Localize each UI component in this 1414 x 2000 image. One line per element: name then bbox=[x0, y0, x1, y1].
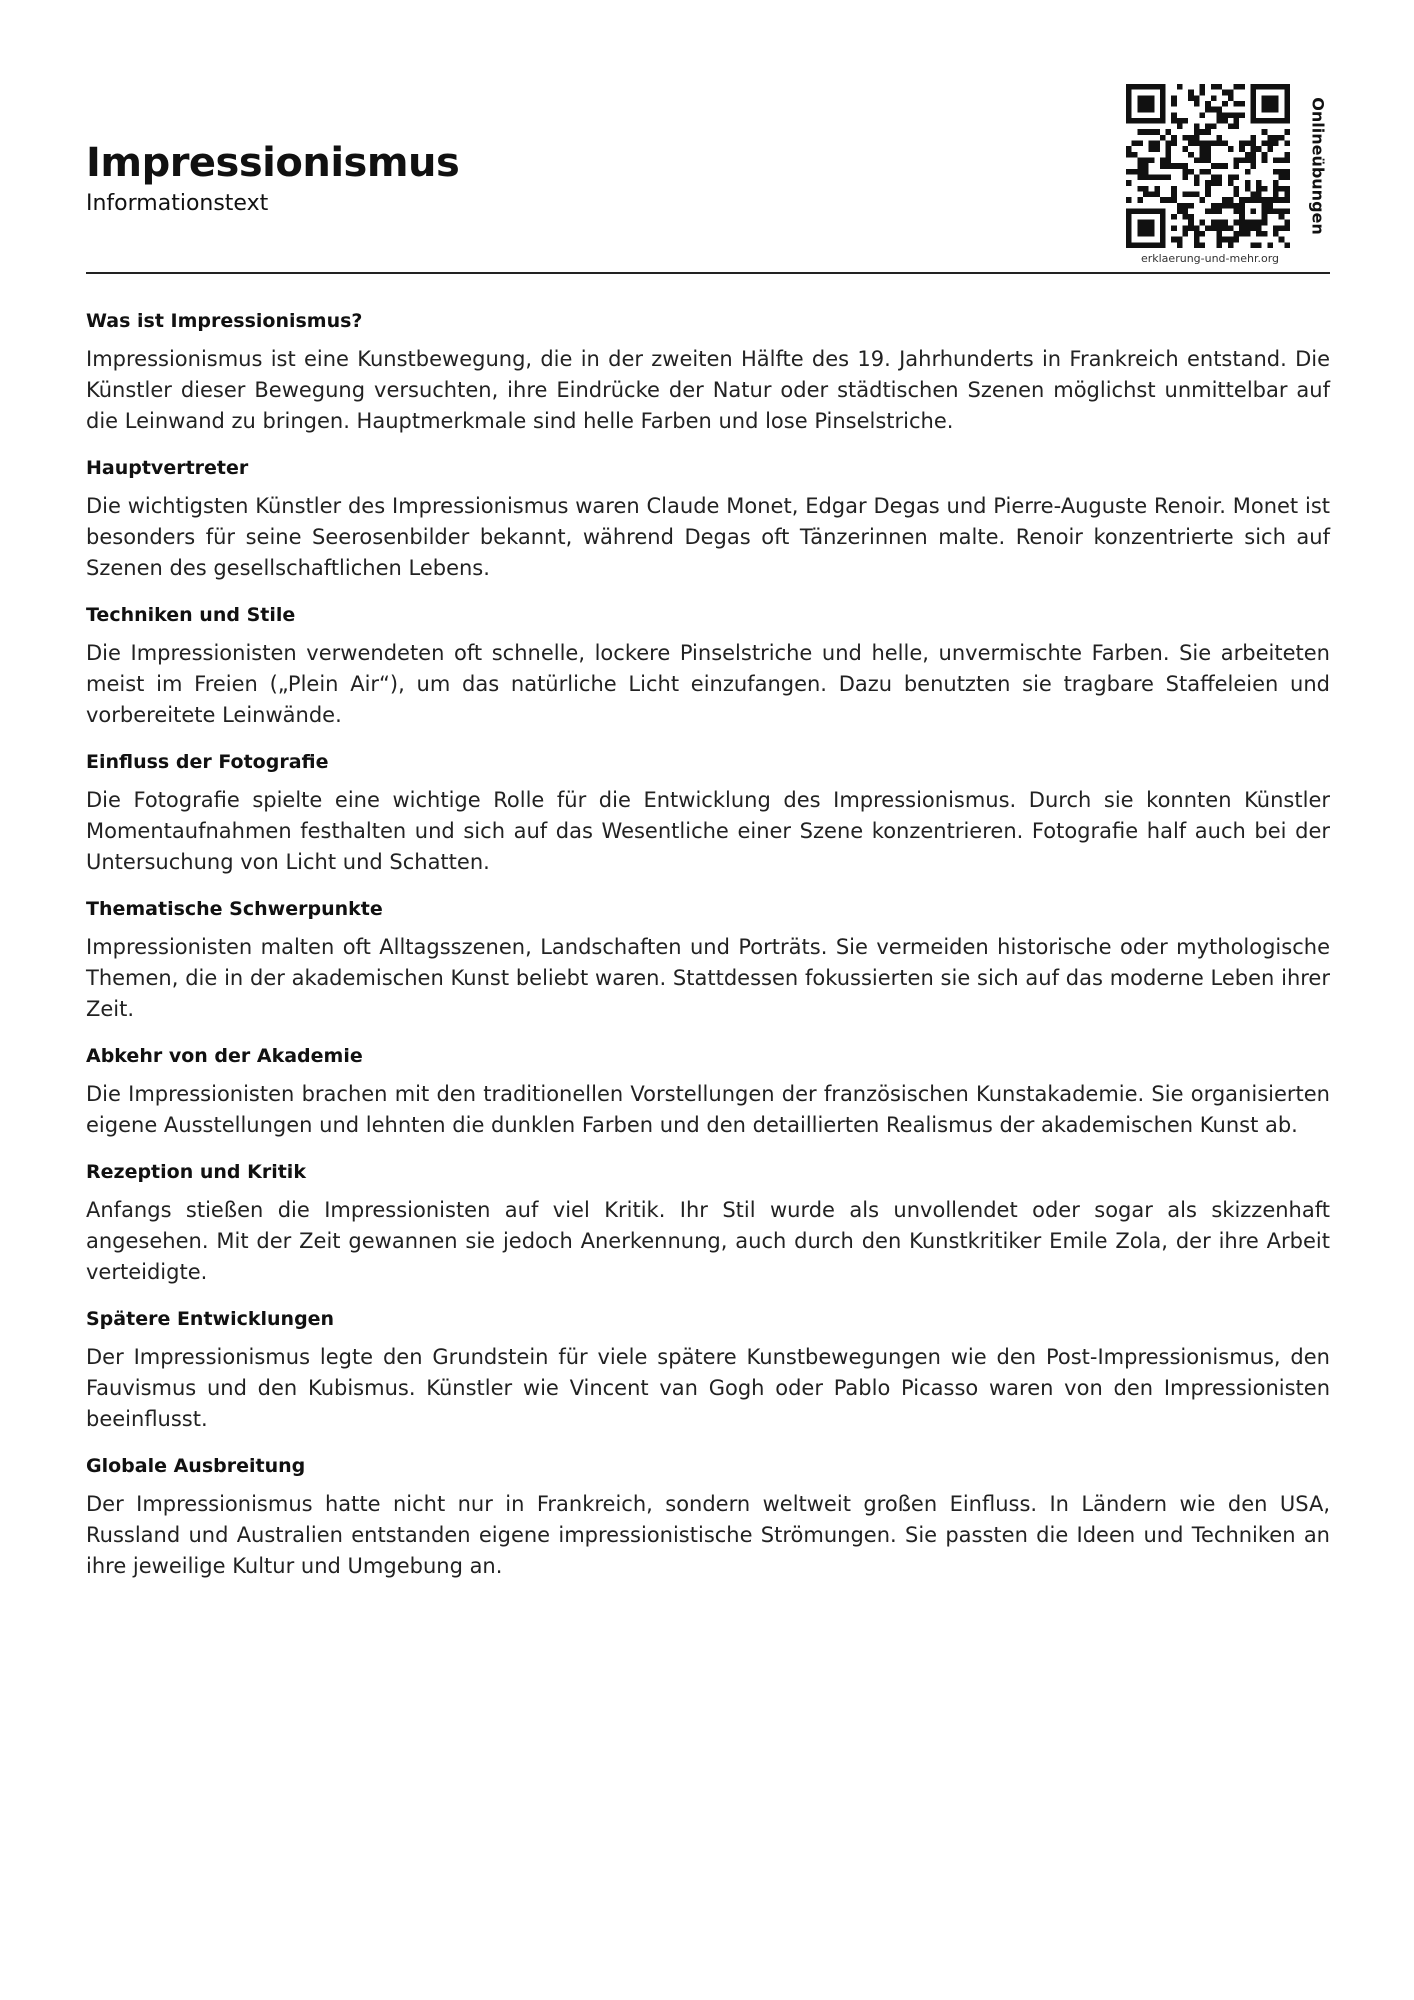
document-body bbox=[86, 308, 1330, 1600]
section-thematische-schwerpunkte bbox=[86, 896, 1330, 1025]
section-abkehr-von-der-akademie bbox=[86, 1043, 1330, 1141]
section-hauptvertreter bbox=[86, 455, 1330, 584]
section-rezeption-und-kritik bbox=[86, 1159, 1330, 1288]
page-subtitle: Informationstext bbox=[86, 191, 269, 216]
section-paragraph: Die Impressionisten verwendeten oft schnelle, lockere Pinselstriche und helle, unvermischte Farben. Sie arbeiteten meist im Freien („Plein Air“), um das natürliche Licht einzufangen. Dazu benutzten sie tragbare Staffeleien und vorbereitete Leinwände. bbox=[86, 641, 1330, 727]
section-heading: Thematische Schwerpunkte bbox=[86, 898, 383, 920]
section-heading: Hauptvertreter bbox=[86, 457, 249, 479]
qr-side-label-wrap bbox=[1308, 84, 1328, 248]
section-paragraph: Die wichtigsten Künstler des Impressionismus waren Claude Monet, Edgar Degas und Pierre-Auguste Renoir. Monet ist besonders für seine Seerosenbilder bekannt, während Degas oft Tänzerinnen malte. Renoir konzentrierte sich auf Szenen des gesellschaftlichen Lebens. bbox=[86, 494, 1330, 580]
qr-side-label: Onlineübungen bbox=[1308, 97, 1328, 235]
section-heading: Was ist Impressionismus? bbox=[86, 310, 363, 332]
section-heading: Techniken und Stile bbox=[86, 604, 296, 626]
section-paragraph: Die Impressionisten brachen mit den traditionellen Vorstellungen der französischen Kunstakademie. Sie organisierten eigene Ausstellungen und lehnten die dunklen Farben und den detaillierten Realismus der akademischen Kunst ab. bbox=[86, 1082, 1330, 1137]
section-heading: Spätere Entwicklungen bbox=[86, 1308, 335, 1330]
section-heading: Abkehr von der Akademie bbox=[86, 1045, 363, 1067]
section-spaetere-entwicklungen bbox=[86, 1306, 1330, 1435]
qr-block[interactable] bbox=[1122, 80, 1330, 274]
section-paragraph: Der Impressionismus legte den Grundstein für viele spätere Kunstbewegungen wie den Post-Impressionismus, den Fauvismus und den Kubismus. Künstler wie Vincent van Gogh oder Pablo Picasso waren von den Impressionisten beeinflusst. bbox=[86, 1345, 1330, 1431]
section-paragraph: Der Impressionismus hatte nicht nur in Frankreich, sondern weltweit großen Einfluss. In Ländern wie den USA, Russland und Australien entstanden eigene impressionistische Strömungen. Sie passten die Ideen und Techniken an ihre jeweilige Kultur und Umgebung an. bbox=[86, 1492, 1330, 1578]
section-paragraph: Impressionisten malten oft Alltagsszenen, Landschaften und Porträts. Sie vermeiden historische oder mythologische Themen, die in der akademischen Kunst beliebt waren. Stattdessen fokussierten sie sich auf das moderne Leben ihrer Zeit. bbox=[86, 935, 1330, 1021]
section-heading: Globale Ausbreitung bbox=[86, 1455, 306, 1477]
section-einfluss-der-fotografie bbox=[86, 749, 1330, 878]
section-was-ist-impressionismus bbox=[86, 308, 1330, 437]
section-paragraph: Anfangs stießen die Impressionisten auf viel Kritik. Ihr Stil wurde als unvollendet oder sogar als skizzenhaft angesehen. Mit der Zeit gewannen sie jedoch Anerkennung, auch durch den Kunstkritiker Emile Zola, der ihre Arbeit verteidigte. bbox=[86, 1198, 1330, 1284]
page-title: Impressionismus bbox=[86, 140, 460, 186]
section-paragraph: Die Fotografie spielte eine wichtige Rolle für die Entwicklung des Impressionismus. Durch sie konnten Künstler Momentaufnahmen festhalten und sich auf das Wesentliche einer Szene konzentrieren. Fotografie half auch bei der Untersuchung von Licht und Schatten. bbox=[86, 788, 1330, 874]
section-paragraph: Impressionismus ist eine Kunstbewegung, die in der zweiten Hälfte des 19. Jahrhunderts in Frankreich entstand. Die Künstler dieser Bewegung versuchten, ihre Eindrücke der Natur oder städtischen Szenen möglichst unmittelbar auf die Leinwand zu bringen. Hauptmerkmale sind helle Farben und lose Pinselstriche. bbox=[86, 347, 1330, 433]
section-globale-ausbreitung bbox=[86, 1453, 1330, 1582]
section-heading: Rezeption und Kritik bbox=[86, 1161, 306, 1183]
qr-code-icon[interactable] bbox=[1126, 84, 1290, 248]
header-divider bbox=[86, 272, 1330, 274]
section-heading: Einfluss der Fotografie bbox=[86, 751, 329, 773]
section-techniken-und-stile bbox=[86, 602, 1330, 731]
qr-url-text[interactable]: erklaerung-und-mehr.org bbox=[1140, 252, 1280, 265]
page-header bbox=[86, 80, 1330, 274]
